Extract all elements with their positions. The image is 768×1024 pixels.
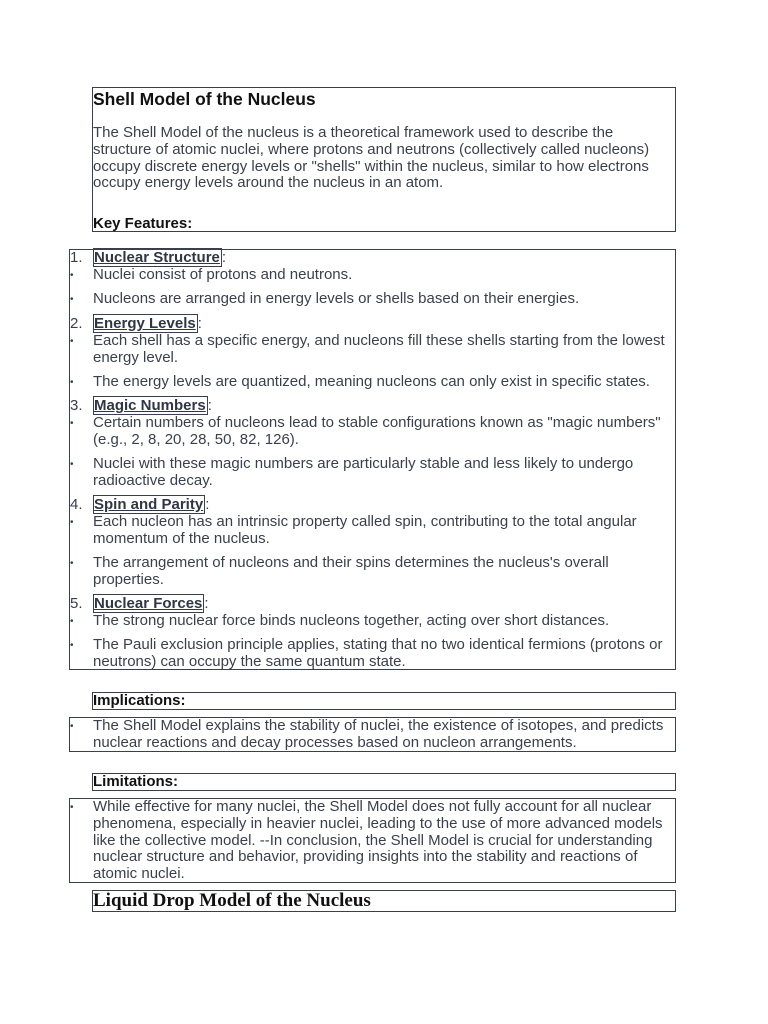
bullet-icon: • [70,377,74,388]
limitations-heading: Limitations: [92,773,676,791]
bullet-text: The energy levels are quantized, meaning nucleons can only exist in specific states. [93,373,650,390]
intro-paragraph: The Shell Model of the nucleus is a theoretical framework used to describe the structure of atomic nuclei, where protons and neutrons (collectively called nucleons) occupy discrete energy levels or "shells" within the nucleus, similar to how electrons occupy energy levels around the nucleus in an atom. [93,124,650,192]
title-suffix: : [205,496,210,513]
bullet-icon: • [70,270,74,281]
feature-title-link[interactable]: Spin and Parity [94,496,204,513]
implications-heading: Implications: [92,692,676,710]
intro-section [92,87,676,232]
next-section-title: Liquid Drop Model of the Nucleus [92,890,676,912]
bullet-icon: • [70,721,74,732]
bullet-icon: • [70,336,74,347]
title-suffix: : [221,249,227,266]
feature-title-link[interactable]: Nuclear Structure [94,249,220,266]
list-number: 5. [70,595,83,612]
implications-section [69,717,676,752]
list-number: 4. [70,496,83,513]
bullet-text: Each shell has a specific energy, and nucleons fill these shells starting from the lowest energy level. [93,332,665,366]
limitations-section [69,798,676,883]
bullet-text: Nucleons are arranged in energy levels or shells based on their energies. [93,290,580,307]
list-number: 1. [70,249,83,266]
bullet-text: The Pauli exclusion principle applies, stating that no two identical fermions (protons or neutrons) can occupy the same quantum state. [93,636,663,670]
title-suffix: : [197,315,202,332]
title-suffix: : [204,595,209,612]
bullet-icon: • [70,517,74,528]
list-number: 2. [70,315,83,332]
bullet-text: Each nucleon has an intrinsic property called spin, contributing to the total angular momentum of the nucleus. [93,513,637,547]
bullet-icon: • [70,558,74,569]
title-suffix: : [207,397,212,414]
list-number: 3. [70,397,83,414]
feature-title-link[interactable]: Energy Levels [94,315,196,332]
implications-text: The Shell Model explains the stability of nuclei, the existence of isotopes, and predicts nuclear reactions and decay processes based on nucleon arrangements. [93,717,664,751]
feature-title-link[interactable]: Magic Numbers [94,397,206,414]
bullet-icon: • [70,294,74,305]
limitations-text: While effective for many nuclei, the Shell Model does not fully account for all nuclear phenomena, especially in heavier nuclei, leading to the use of more advanced models like the collective model. --In conclusion, the Shell Model is crucial for understanding nuclear structure and behavior, providing insights into the stability and reactions of atomic nuclei. [93,798,663,883]
bullet-icon: • [70,802,74,813]
bullet-text: Nuclei consist of protons and neutrons. [93,266,353,283]
feature-title-link[interactable]: Nuclear Forces [94,595,203,612]
bullet-text: The strong nuclear force binds nucleons together, acting over short distances. [93,612,610,629]
bullet-text: Nuclei with these magic numbers are particularly stable and less likely to undergo radioactive decay. [93,455,634,489]
key-features-heading: Key Features: [93,215,193,232]
bullet-icon: • [70,640,74,651]
bullet-text: Certain numbers of nucleons lead to stable configurations known as "magic numbers" (e.g., 2, 8, 20, 28, 50, 82, 126). [93,414,661,448]
key-features-list [69,249,676,670]
bullet-icon: • [70,418,74,429]
bullet-text: The arrangement of nucleons and their spins determines the nucleus's overall properties. [93,554,609,588]
bullet-icon: • [70,459,74,470]
page-title: Shell Model of the Nucleus [93,89,316,109]
bullet-icon: • [70,616,74,627]
